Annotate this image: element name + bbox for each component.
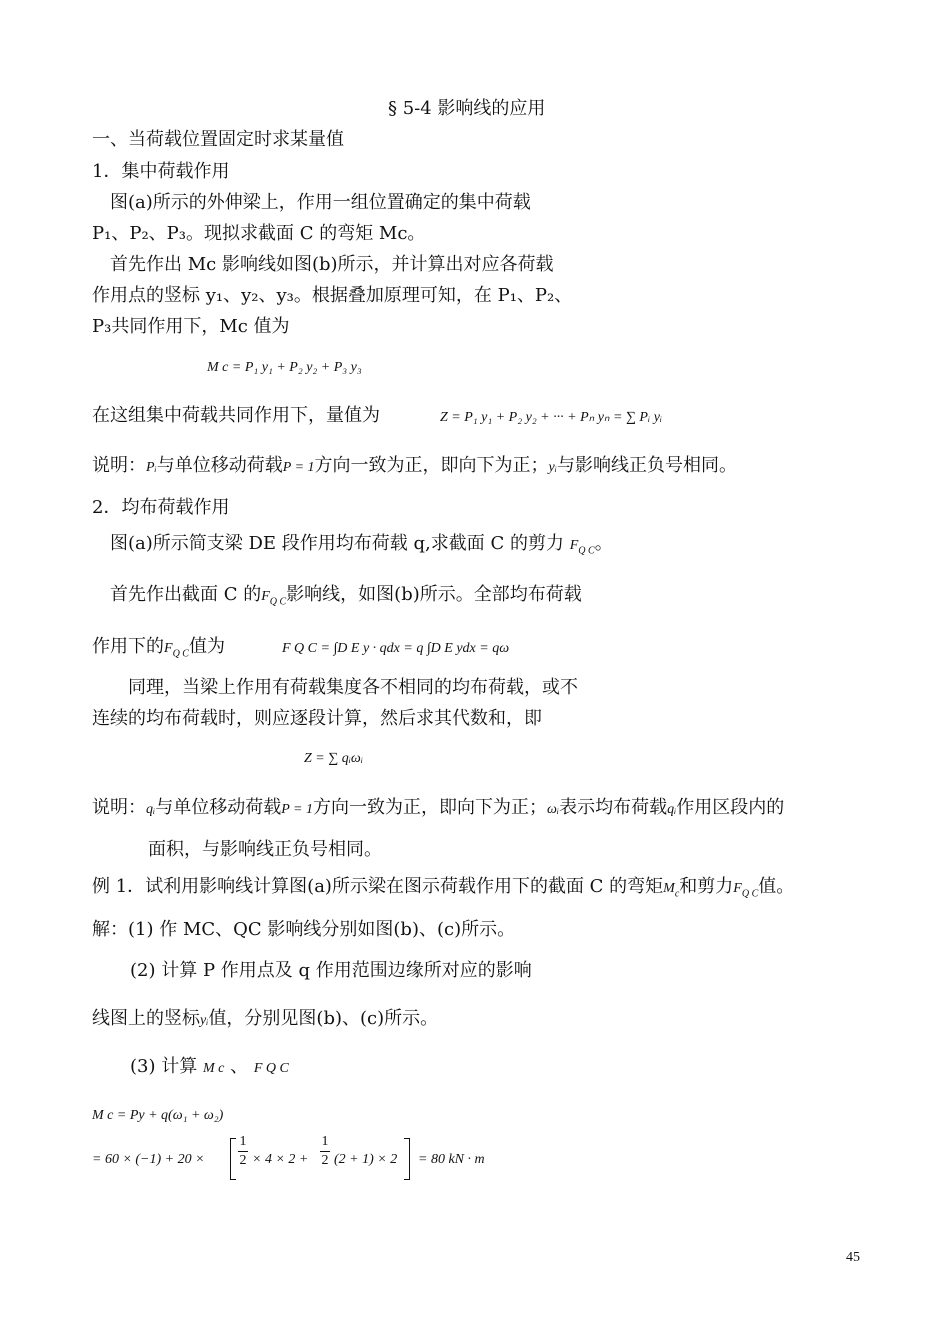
symbol-subscript: Q C bbox=[578, 545, 595, 557]
fraction-bar bbox=[320, 1151, 330, 1152]
equation-mc-expression: M c = Py + q(ω₁ + ω₂) bbox=[92, 1108, 224, 1123]
paragraph-line bbox=[92, 635, 225, 667]
note-label: 说明： bbox=[92, 797, 146, 818]
right-bracket bbox=[404, 1138, 410, 1180]
symbol-m: M bbox=[663, 881, 675, 896]
solution-text: 值，分别见图(b)、(c)所示。 bbox=[208, 1008, 439, 1029]
note-text: 表示均布荷载 bbox=[559, 797, 668, 818]
symbol-subscript: Q C bbox=[741, 888, 759, 900]
symbol-qi: qᵢ bbox=[146, 802, 156, 817]
symbol-p-equals-1: P = 1 bbox=[282, 460, 315, 475]
heading-section-1: 一、当荷载位置固定时求某量值 bbox=[92, 129, 344, 150]
equation-numeric-part-a: = 60 × (−1) + 20 × bbox=[92, 1152, 205, 1167]
paragraph-text: 首先作出截面 C 的 bbox=[110, 584, 262, 605]
heading-sub-2: 2．均布荷载作用 bbox=[92, 497, 230, 518]
paragraph-line: 首先作出 Mc 影响线如图(b)所示，并计算出对应各荷载 bbox=[110, 254, 554, 275]
paragraph-text: 。 bbox=[594, 533, 613, 554]
solution-text: 、 bbox=[230, 1056, 249, 1077]
symbol-subscript: Q C bbox=[172, 648, 189, 660]
note-label: 说明： bbox=[92, 455, 146, 476]
left-bracket bbox=[230, 1138, 236, 1180]
symbol-qi: qᵢ bbox=[667, 802, 677, 817]
fraction-bar bbox=[238, 1151, 248, 1152]
symbol-f: F bbox=[569, 538, 579, 553]
paragraph-line: 同理，当梁上作用有荷载集度各不相同的均布荷载，或不 bbox=[128, 677, 578, 698]
paragraph-line: 在这组集中荷载共同作用下，量值为 bbox=[92, 405, 380, 426]
symbol-f: F bbox=[164, 641, 173, 656]
symbol-yi: yᵢ bbox=[548, 460, 557, 475]
symbol-f: F bbox=[733, 881, 742, 896]
note-text: 与影响线正负号相同。 bbox=[556, 455, 737, 476]
note-text: 方向一致为正，即向下为正； bbox=[312, 797, 547, 818]
solution-step: (2) 计算 P 作用点及 q 作用范围边缘所对应的影响 bbox=[130, 960, 532, 981]
equation-mc: M c = P₁ y₁ + P₂ y₂ + P₃ y₃ bbox=[207, 360, 362, 375]
paragraph-line: P₃共同作用下，Mc 值为 bbox=[92, 316, 290, 337]
solution-step: 解：(1) 作 MC、QC 影响线分别如图(b)、(c)所示。 bbox=[92, 919, 516, 940]
paragraph-text: 图(a)所示简支梁 DE 段作用均布荷载 q,求截面 C 的剪力 bbox=[110, 533, 564, 554]
equation-numeric-part-b: × 4 × 2 + bbox=[252, 1152, 309, 1167]
heading-sub-1: 1．集中荷载作用 bbox=[92, 161, 230, 182]
paragraph-line bbox=[110, 532, 613, 564]
example-text: 和剪力 bbox=[679, 876, 734, 897]
note-line: 面积，与影响线正负号相同。 bbox=[148, 839, 382, 860]
fraction bbox=[238, 1134, 248, 1169]
symbol-subscript: c bbox=[674, 888, 680, 900]
page-number: 45 bbox=[846, 1250, 860, 1265]
equation-z-sum: Z = P₁ y₁ + P₂ y₂ + ··· + Pₙ yₙ = ∑ Pᵢ yᵢ bbox=[440, 410, 663, 425]
note-text: 与单位移动荷载 bbox=[156, 455, 283, 476]
symbol-pi: Pᵢ bbox=[146, 460, 157, 475]
example-text: 值。 bbox=[758, 876, 795, 897]
note-line bbox=[92, 454, 737, 480]
section-title: § 5-4 影响线的应用 bbox=[388, 98, 546, 119]
fraction bbox=[320, 1134, 330, 1169]
note-text: 作用区段内的 bbox=[676, 797, 785, 818]
example-text: 例 1．试利用影响线计算图(a)所示梁在图示荷载作用下的截面 C 的弯矩 bbox=[92, 876, 664, 897]
paragraph-line: 图(a)所示的外伸梁上，作用一组位置确定的集中荷载 bbox=[110, 192, 531, 213]
symbol-f: F bbox=[261, 589, 270, 604]
paragraph-line: 作用点的竖标 y₁、y₂、y₃。根据叠加原理可知，在 P₁、P₂、 bbox=[92, 285, 573, 306]
symbol-fqc: F Q C bbox=[253, 1061, 289, 1076]
note-text: 方向一致为正，即向下为正； bbox=[314, 455, 549, 476]
symbol-mc: M c bbox=[202, 1061, 225, 1076]
fraction-numerator: 1 bbox=[321, 1134, 329, 1149]
paragraph-line: P₁、P₂、P₃。现拟求截面 C 的弯矩 Mc。 bbox=[92, 223, 426, 244]
paragraph-text: 值为 bbox=[188, 636, 225, 657]
fraction-numerator: 1 bbox=[239, 1134, 247, 1149]
equation-numeric-part-c: (2 + 1) × 2 bbox=[334, 1152, 398, 1167]
equation-numeric-result: = 80 kN · m bbox=[418, 1152, 485, 1167]
solution-text: (3) 计算 bbox=[130, 1056, 198, 1077]
note-text: 与单位移动荷载 bbox=[155, 797, 282, 818]
paragraph-line bbox=[110, 583, 582, 615]
paragraph-text: 影响线，如图(b)所示。全部均布荷载 bbox=[286, 584, 582, 605]
paragraph-text: 作用下的 bbox=[92, 636, 164, 657]
symbol-p-equals-1: P = 1 bbox=[281, 802, 313, 817]
equation-fqc-integral: F Q C = ∫D E y · qdx = q ∫D E ydx = qω bbox=[282, 641, 510, 656]
fraction-denominator: 2 bbox=[239, 1153, 247, 1168]
symbol-omega-i: ωᵢ bbox=[546, 802, 560, 817]
solution-step bbox=[92, 1007, 438, 1033]
solution-step bbox=[130, 1055, 289, 1081]
symbol-yi: yᵢ bbox=[200, 1013, 209, 1028]
equation-z-qi-wi: Z = ∑ qᵢωᵢ bbox=[304, 751, 364, 766]
fraction-denominator: 2 bbox=[321, 1153, 329, 1168]
example-statement bbox=[92, 875, 794, 907]
note-line bbox=[92, 796, 784, 822]
paragraph-line: 连续的均布荷载时，则应逐段计算，然后求其代数和，即 bbox=[92, 708, 542, 729]
symbol-subscript: Q C bbox=[269, 596, 287, 608]
solution-text: 线图上的竖标 bbox=[92, 1008, 200, 1029]
